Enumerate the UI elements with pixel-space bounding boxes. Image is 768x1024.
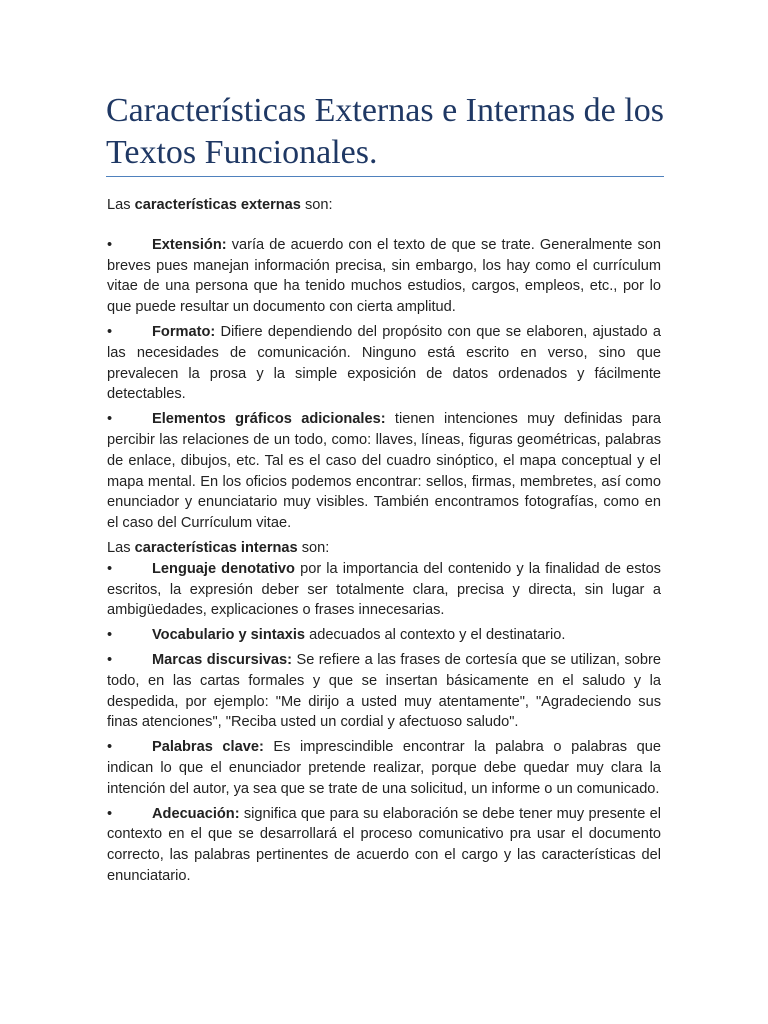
item-text: significa que para su elaboración se debe tener muy presente el contexto en el que se desarrollará el proceso comunicativo pra usar el documento correcto, las palabras pertinentes de acuerdo con el cargo y las características del enunciatario. (107, 805, 661, 884)
document-title: Características Externas e Internas de los Textos Funcionales. (106, 92, 664, 171)
document-body (107, 195, 661, 887)
external-intro (107, 195, 661, 216)
internal-intro-bold: características internas (134, 539, 298, 556)
external-intro-prefix: Las (107, 197, 135, 213)
bullet: • (107, 739, 113, 756)
internal-intro (107, 538, 661, 559)
item-text: tienen intenciones muy definidas para percibir las relaciones de un todo, como: llaves, líneas, figuras geométricas, palabras de enlace, dibujos, etc. Tal es el caso del cuadro sinóptico, el mapa conceptual y el mapa mental. En los oficios podemos encontrar: sellos, firmas, membretes, así como enunciador y enunciatario muy visibles. También encontramos fotografías, como en el caso del Currículum vitae. (107, 411, 661, 532)
list-item-vocabulary-syntax (107, 625, 661, 646)
external-intro-bold: características externas (134, 197, 301, 213)
item-text: varía de acuerdo con el texto de que se trate. Generalmente son breves pues manejan información precisa, sin embargo, los hay como el currículum vitae de una persona que ha tenido muchos estudios, cargos, empleos, etc., por lo que puede resultar un documento con cierta amplitud. (107, 236, 661, 316)
list-item-format (107, 322, 661, 405)
item-term: Adecuación: (152, 805, 240, 822)
list-item-discourse-markers (107, 650, 661, 733)
external-intro-suffix: son: (300, 197, 333, 213)
item-term: Vocabulario y sintaxis (152, 627, 306, 644)
bullet: • (107, 560, 113, 577)
item-text: Se refiere a las frases de cortesía que se utilizan, sobre todo, en las cartas formales y que se insertan básicamente en el saludo y la despedida, por ejemplo: "Me dirijo a usted muy atentamente", "Agradeciendo sus finas atenciones", "Reciba usted un cordial y afectuoso saludo". (107, 651, 661, 731)
item-term: Extensión: (152, 236, 227, 253)
list-item-extension (107, 235, 661, 318)
internal-intro-prefix: Las (107, 539, 135, 556)
item-term: Elementos gráficos adicionales: (152, 411, 386, 428)
item-text: por la importancia del contenido y la finalidad de estos escritos, la expresión deber ser totalmente clara, precisa y directa, sin lugar a ambigüedades, explicaciones o frases innecesarias. (107, 560, 661, 619)
bullet: • (107, 236, 113, 253)
list-item-adequacy (107, 804, 661, 887)
list-item-keywords (107, 737, 661, 799)
bullet: • (107, 411, 113, 428)
bullet: • (107, 627, 113, 644)
item-term: Marcas discursivas: (152, 651, 292, 668)
item-text: adecuados al contexto y el destinatario. (305, 627, 566, 644)
item-term: Lenguaje denotativo (152, 560, 295, 577)
bullet: • (107, 805, 113, 822)
item-term: Formato: (152, 323, 216, 340)
bullet: • (107, 651, 113, 668)
item-text: Es imprescindible encontrar la palabra o palabras que indican lo que el enunciador pretende realizar, porque debe quedar muy clara la intención del autor, ya sea que se trate de una solicitud, un informe o un comunicado. (107, 739, 661, 797)
bullet: • (107, 323, 113, 340)
title-underline (106, 176, 664, 177)
item-term: Palabras clave: (152, 739, 264, 756)
list-item-denotative-language (107, 559, 661, 621)
internal-intro-suffix: son: (297, 539, 330, 556)
list-item-graphic-elements (107, 409, 661, 534)
item-text: Difiere dependiendo del propósito con que se elaboren, ajustado a las necesidades de comunicación. Ninguno está escrito en verso, sino que prevalecen la prosa y la simple exposición de datos ordenados y fácilmente detectables. (107, 323, 661, 403)
